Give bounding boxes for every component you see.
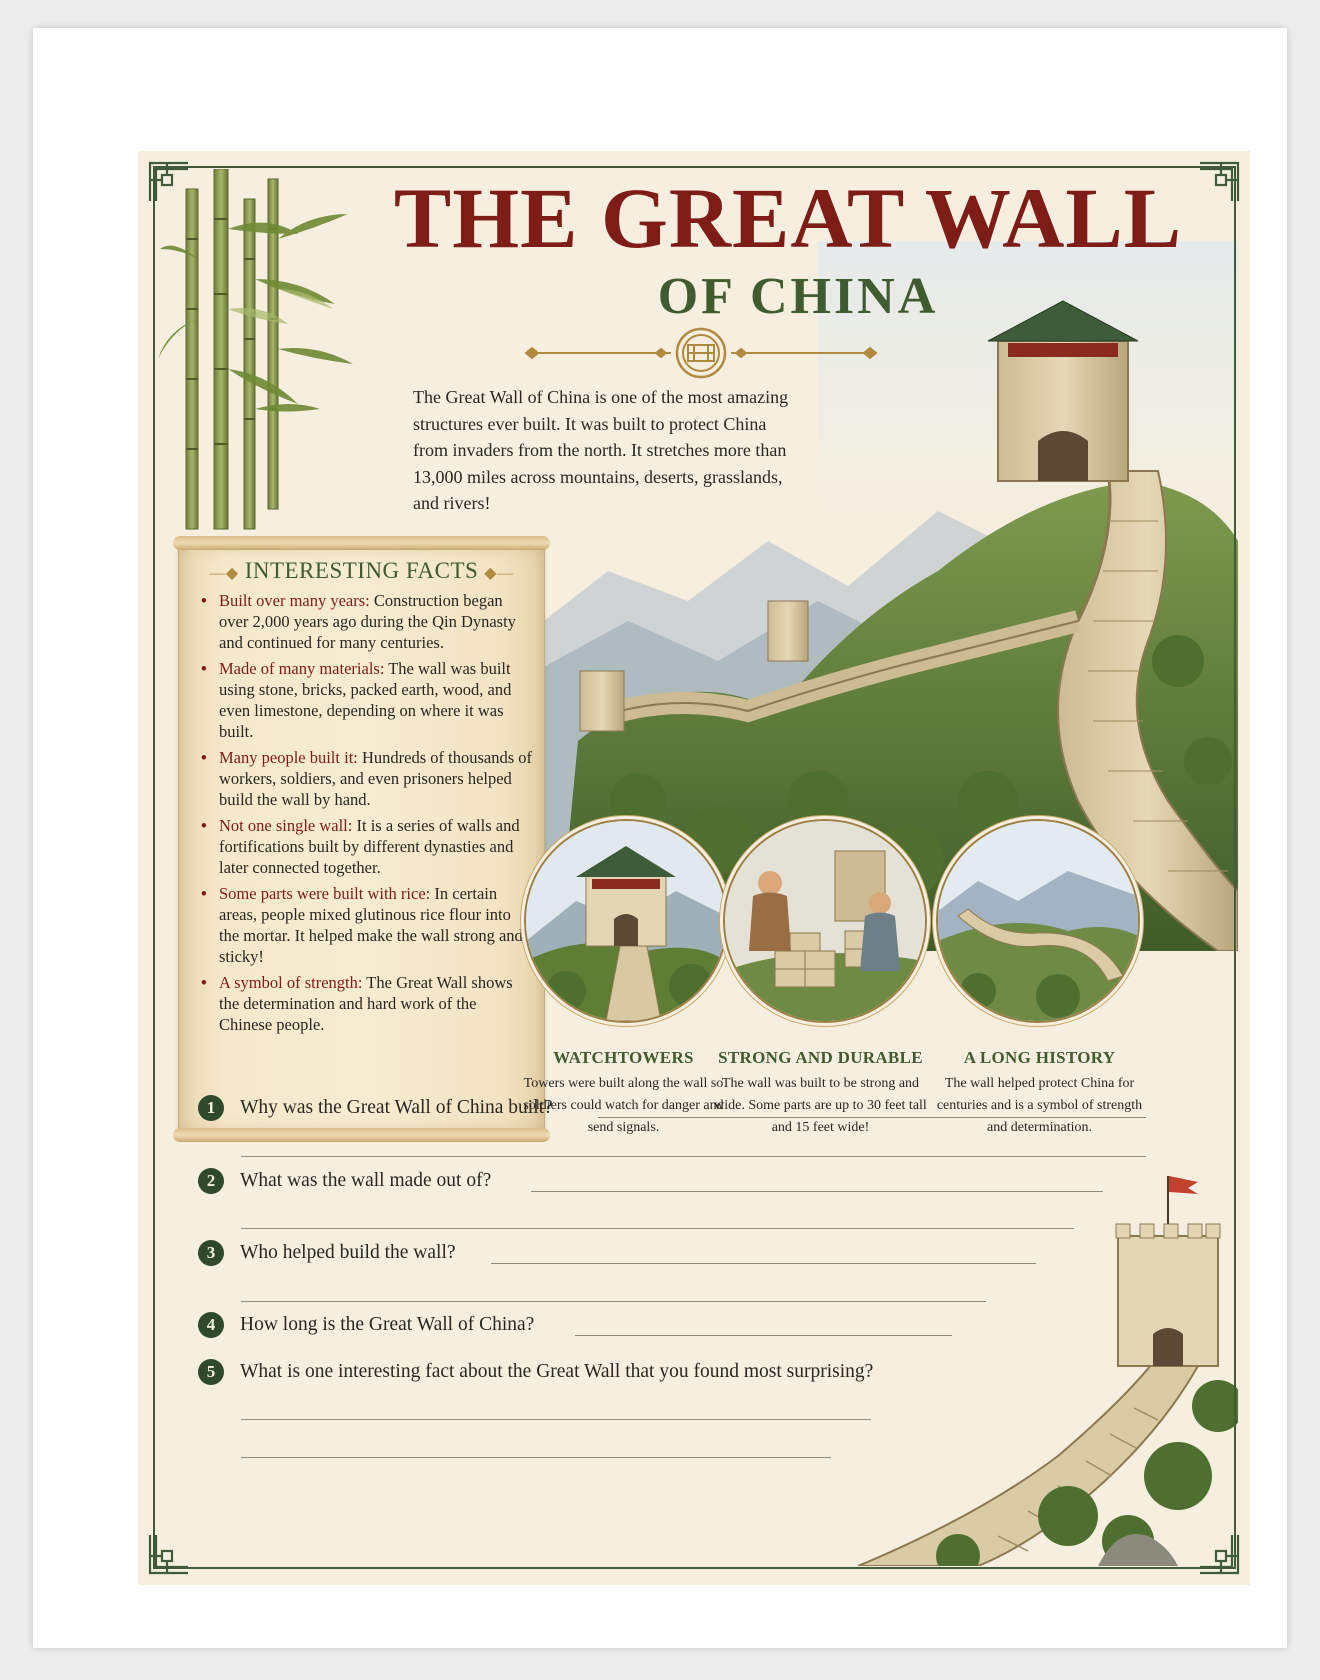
heading-ornament-icon: ◆— <box>484 565 514 582</box>
corner-ornament-icon <box>1196 1531 1242 1577</box>
question-number-badge: 2 <box>198 1168 224 1194</box>
question-number-badge: 1 <box>198 1095 224 1121</box>
question-text: Who helped build the wall? <box>240 1242 456 1263</box>
corner-ornament-icon <box>1196 159 1242 205</box>
question-text: How long is the Great Wall of China? <box>240 1314 535 1335</box>
fact-item <box>201 747 532 810</box>
panel-text: The wall helped protect China for centuries and is a symbol of strength and determination. <box>936 1076 1143 1135</box>
answer-line[interactable] <box>491 1263 1036 1264</box>
fact-item <box>201 658 532 742</box>
question-1 <box>198 1095 553 1121</box>
long-history-medallion <box>936 819 1140 1023</box>
heading-ornament-icon: —◆ <box>209 565 239 582</box>
fact-item <box>201 590 532 653</box>
bullet-icon: • <box>201 816 207 835</box>
question-number-badge: 4 <box>198 1312 224 1338</box>
page-frame <box>33 28 1287 1648</box>
fact-text: It is a series of walls and fortifications built by different dynasties and later connected together. <box>219 816 520 877</box>
watchtower-illustration <box>858 1156 1238 1566</box>
question-5 <box>198 1359 873 1385</box>
question-number-badge: 3 <box>198 1240 224 1266</box>
fact-lead: A symbol of strength: <box>219 973 363 992</box>
facts-heading <box>179 558 544 584</box>
answer-line[interactable] <box>241 1457 831 1458</box>
worksheet <box>138 151 1250 1585</box>
fact-text: The wall was built using stone, bricks, packed earth, wood, and even limestone, depending on where it was built. <box>219 659 512 741</box>
intro-paragraph: The Great Wall of China is one of the most amazing structures ever built. It was built to protect China from invaders from the north. It stretches more than 13,000 miles across mountains, deserts, grasslands, and rivers! <box>413 387 789 513</box>
watchtower-medallion <box>524 819 728 1023</box>
fact-text: Hundreds of thousands of workers, soldiers, and even prisoners helped build the wall by hand. <box>219 748 533 809</box>
long-history-caption <box>932 1048 1147 1139</box>
question-3 <box>198 1240 456 1266</box>
panel-title: A LONG HISTORY <box>963 1048 1116 1067</box>
question-2 <box>198 1168 491 1194</box>
page-subtitle: OF CHINA <box>657 268 939 325</box>
fact-text: In certain areas, people mixed glutinous rice flour into the mortar. It helped make the wall strong and sticky! <box>219 884 523 966</box>
fact-lead: Made of many materials: <box>219 659 385 678</box>
panel-text: The wall was built to be strong and wide. Some parts are up to 30 feet tall and 15 feet wide! <box>714 1076 927 1135</box>
answer-line[interactable] <box>241 1419 871 1420</box>
facts-heading-text: INTERESTING FACTS <box>244 558 479 583</box>
question-text: What was the wall made out of? <box>240 1170 492 1191</box>
corner-ornament-icon <box>146 1531 192 1577</box>
facts-scroll <box>178 543 545 1135</box>
answer-line[interactable] <box>241 1156 1146 1157</box>
question-text: Why was the Great Wall of China built? <box>240 1097 553 1118</box>
question-4 <box>198 1312 534 1338</box>
answer-line[interactable] <box>241 1301 986 1302</box>
fact-lead: Many people built it: <box>219 748 358 767</box>
bullet-icon: • <box>201 884 207 903</box>
bamboo-illustration <box>156 169 366 539</box>
bullet-icon: • <box>201 748 207 767</box>
answer-line[interactable] <box>575 1335 952 1336</box>
question-number-badge: 5 <box>198 1359 224 1385</box>
panel-title: STRONG AND DURABLE <box>718 1048 923 1067</box>
fact-text: The Great Wall shows the determination and hard work of the Chinese people. <box>219 973 513 1034</box>
fact-text: Construction began over 2,000 years ago during the Qin Dynasty and continued for many centuries. <box>219 591 516 652</box>
watchtowers-caption <box>516 1048 731 1139</box>
fact-item <box>201 883 532 967</box>
fact-lead: Built over many years: <box>219 591 370 610</box>
answer-line[interactable] <box>531 1191 1103 1192</box>
facts-list <box>179 590 544 1035</box>
page-title: THE GREAT WALL <box>393 170 1183 266</box>
strong-durable-caption <box>713 1048 928 1139</box>
bullet-icon: • <box>201 591 207 610</box>
fact-item <box>201 972 532 1035</box>
fact-item <box>201 815 532 878</box>
question-text: What is one interesting fact about the Great Wall that you found most surprising? <box>240 1361 874 1382</box>
fact-lead: Some parts were built with rice: <box>219 884 431 903</box>
answer-line[interactable] <box>598 1117 1146 1118</box>
panel-text: Towers were built along the wall so soldiers could watch for danger and send signals. <box>523 1076 724 1135</box>
corner-ornament-icon <box>146 159 192 205</box>
builders-medallion <box>723 819 927 1023</box>
fact-lead: Not one single wall: <box>219 816 353 835</box>
answer-line[interactable] <box>241 1228 1074 1229</box>
bullet-icon: • <box>201 659 207 678</box>
bullet-icon: • <box>201 973 207 992</box>
panel-title: WATCHTOWERS <box>553 1048 694 1067</box>
title-ornament-icon <box>516 323 886 381</box>
